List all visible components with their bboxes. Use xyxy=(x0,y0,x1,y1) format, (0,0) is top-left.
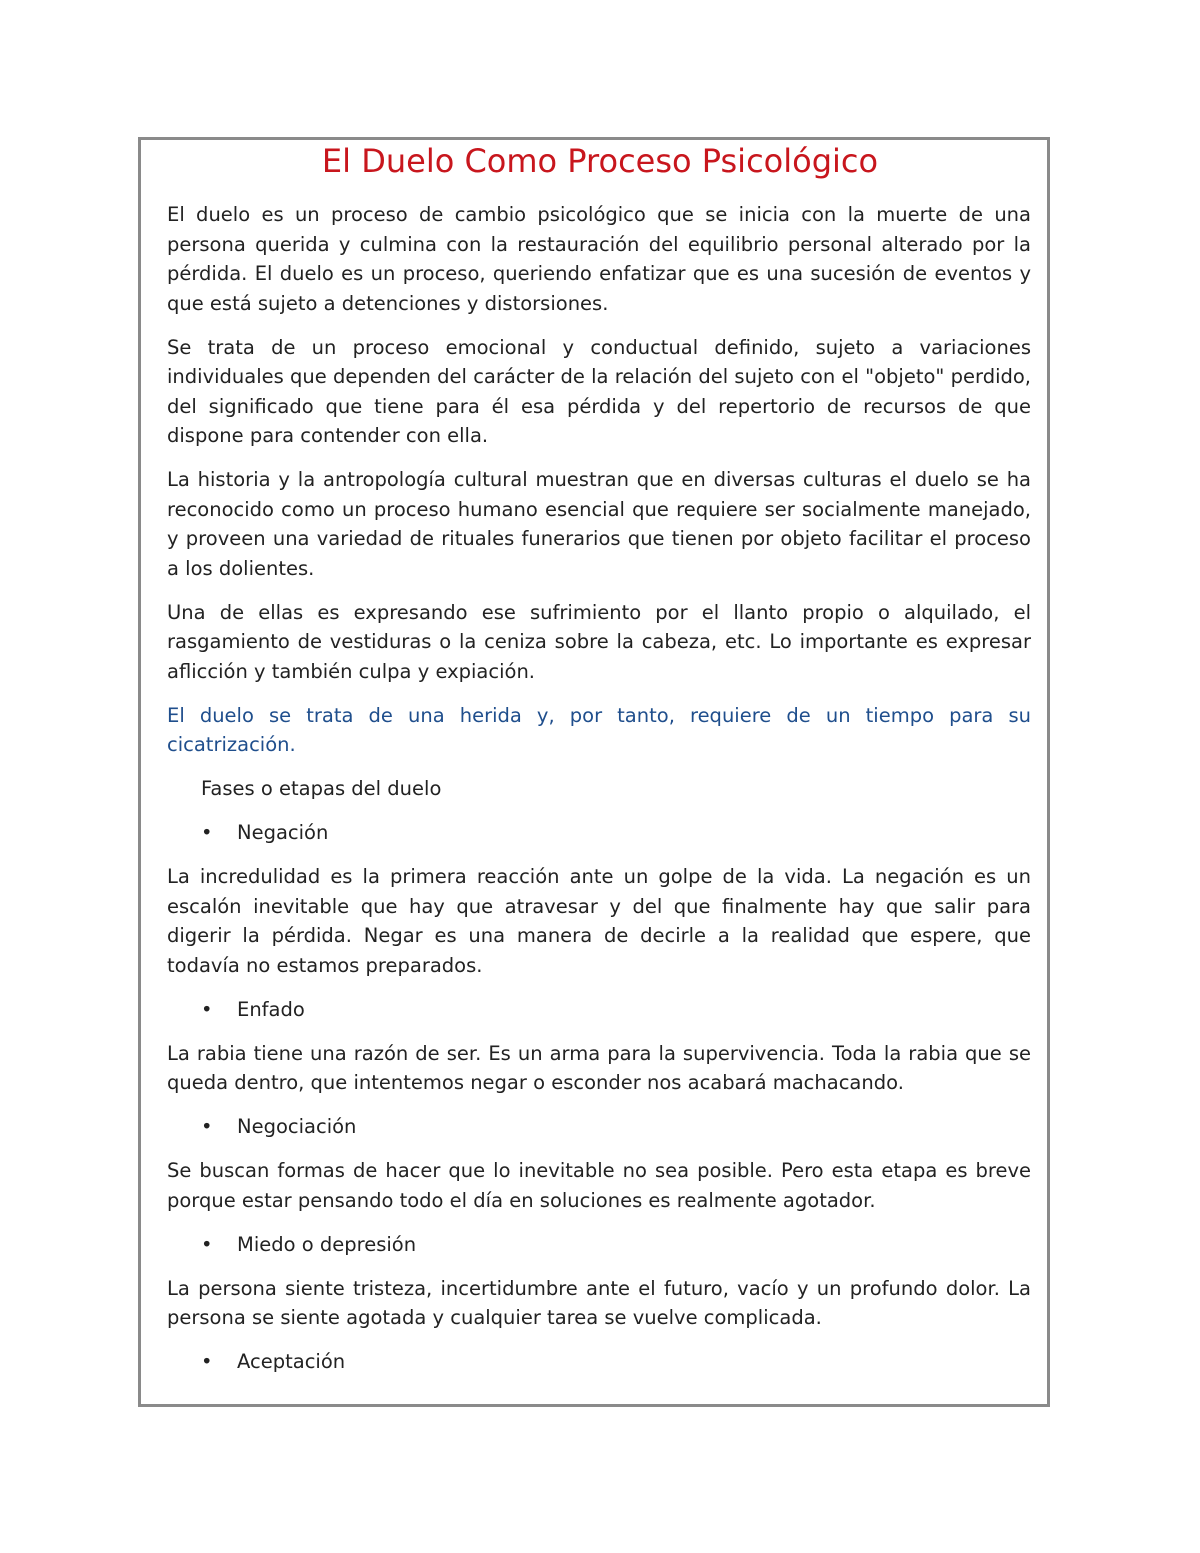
phase-name: Negociación xyxy=(237,1115,357,1138)
bullet-icon: • xyxy=(201,821,213,844)
paragraph-emotional-process: Se trata de un proceso emocional y conductual definido, sujeto a variaciones individuales que dependen del carácter de la relación del sujeto con el "objeto" perdido, del significado que tiene para él esa pérdida y del repertorio de recursos de que dispone para contender con ella. xyxy=(167,335,1031,447)
phase-name: Negación xyxy=(237,821,329,844)
phase-bullet-aceptacion xyxy=(167,1347,1031,1377)
document-title: El Duelo Como Proceso Psicológico xyxy=(321,142,879,180)
phase-description-negociacion: Se buscan formas de hacer que lo inevitable no sea posible. Pero esta etapa es breve porque estar pensando todo el día en soluciones es realmente agotador. xyxy=(167,1159,1031,1212)
phase-bullet-negacion xyxy=(167,818,1031,848)
phase-name: Aceptación xyxy=(237,1350,346,1373)
phase-bullet-enfado xyxy=(167,995,1031,1025)
phase-description-negacion: La incredulidad es la primera reacción ante un golpe de la vida. La negación es un escalón inevitable que hay que atravesar y del que finalmente hay que salir para digerir la pérdida. Negar es una manera de decirle a la realidad que espere, que todavía no estamos preparados. xyxy=(167,865,1031,977)
phase-name: Enfado xyxy=(237,997,305,1021)
phase-bullet-miedo xyxy=(167,1230,1031,1260)
paragraph-cultural-history: La historia y la antropología cultural muestran que en diversas culturas el duelo se ha reconocido como un proceso humano esencial que requiere ser socialmente manejado, y proveen una variedad de rituales funerarios que tienen por objeto facilitar el proceso a los dolientes. xyxy=(167,468,1031,580)
bullet-icon: • xyxy=(201,1115,213,1138)
phase-description-enfado: La rabia tiene una razón de ser. Es un arma para la supervivencia. Toda la rabia que se queda dentro, que intentemos negar o esconder nos acabará machacando. xyxy=(167,1041,1031,1094)
document-body xyxy=(167,200,1031,1391)
phase-name: Miedo o depresión xyxy=(237,1232,417,1256)
bullet-icon: • xyxy=(201,1350,213,1373)
bullet-icon: • xyxy=(201,1232,213,1256)
bullet-icon: • xyxy=(201,997,213,1021)
paragraph-definition: El duelo es un proceso de cambio psicológico que se inicia con la muerte de una persona querida y culmina con la restauración del equilibrio personal alterado por la pérdida. El duelo es un proceso, queriendo enfatizar que es una sucesión de eventos y que está sujeto a detenciones y distorsiones. xyxy=(167,203,1031,315)
phase-bullet-negociacion xyxy=(167,1112,1031,1142)
paragraph-expression: Una de ellas es expresando ese sufrimiento por el llanto propio o alquilado, el rasgamiento de vestiduras o la ceniza sobre la cabeza, etc. Lo importante es expresar aflicción y también culpa y expiación. xyxy=(167,600,1031,683)
phases-heading: Fases o etapas del duelo xyxy=(201,777,442,800)
phase-description-miedo: La persona siente tristeza, incertidumbre ante el futuro, vacío y un profundo dolor. La persona se siente agotada y cualquier tarea se vuelve complicada. xyxy=(167,1276,1031,1329)
paragraph-highlight: El duelo se trata de una herida y, por tanto, requiere de un tiempo para su cicatrización. xyxy=(167,703,1031,756)
